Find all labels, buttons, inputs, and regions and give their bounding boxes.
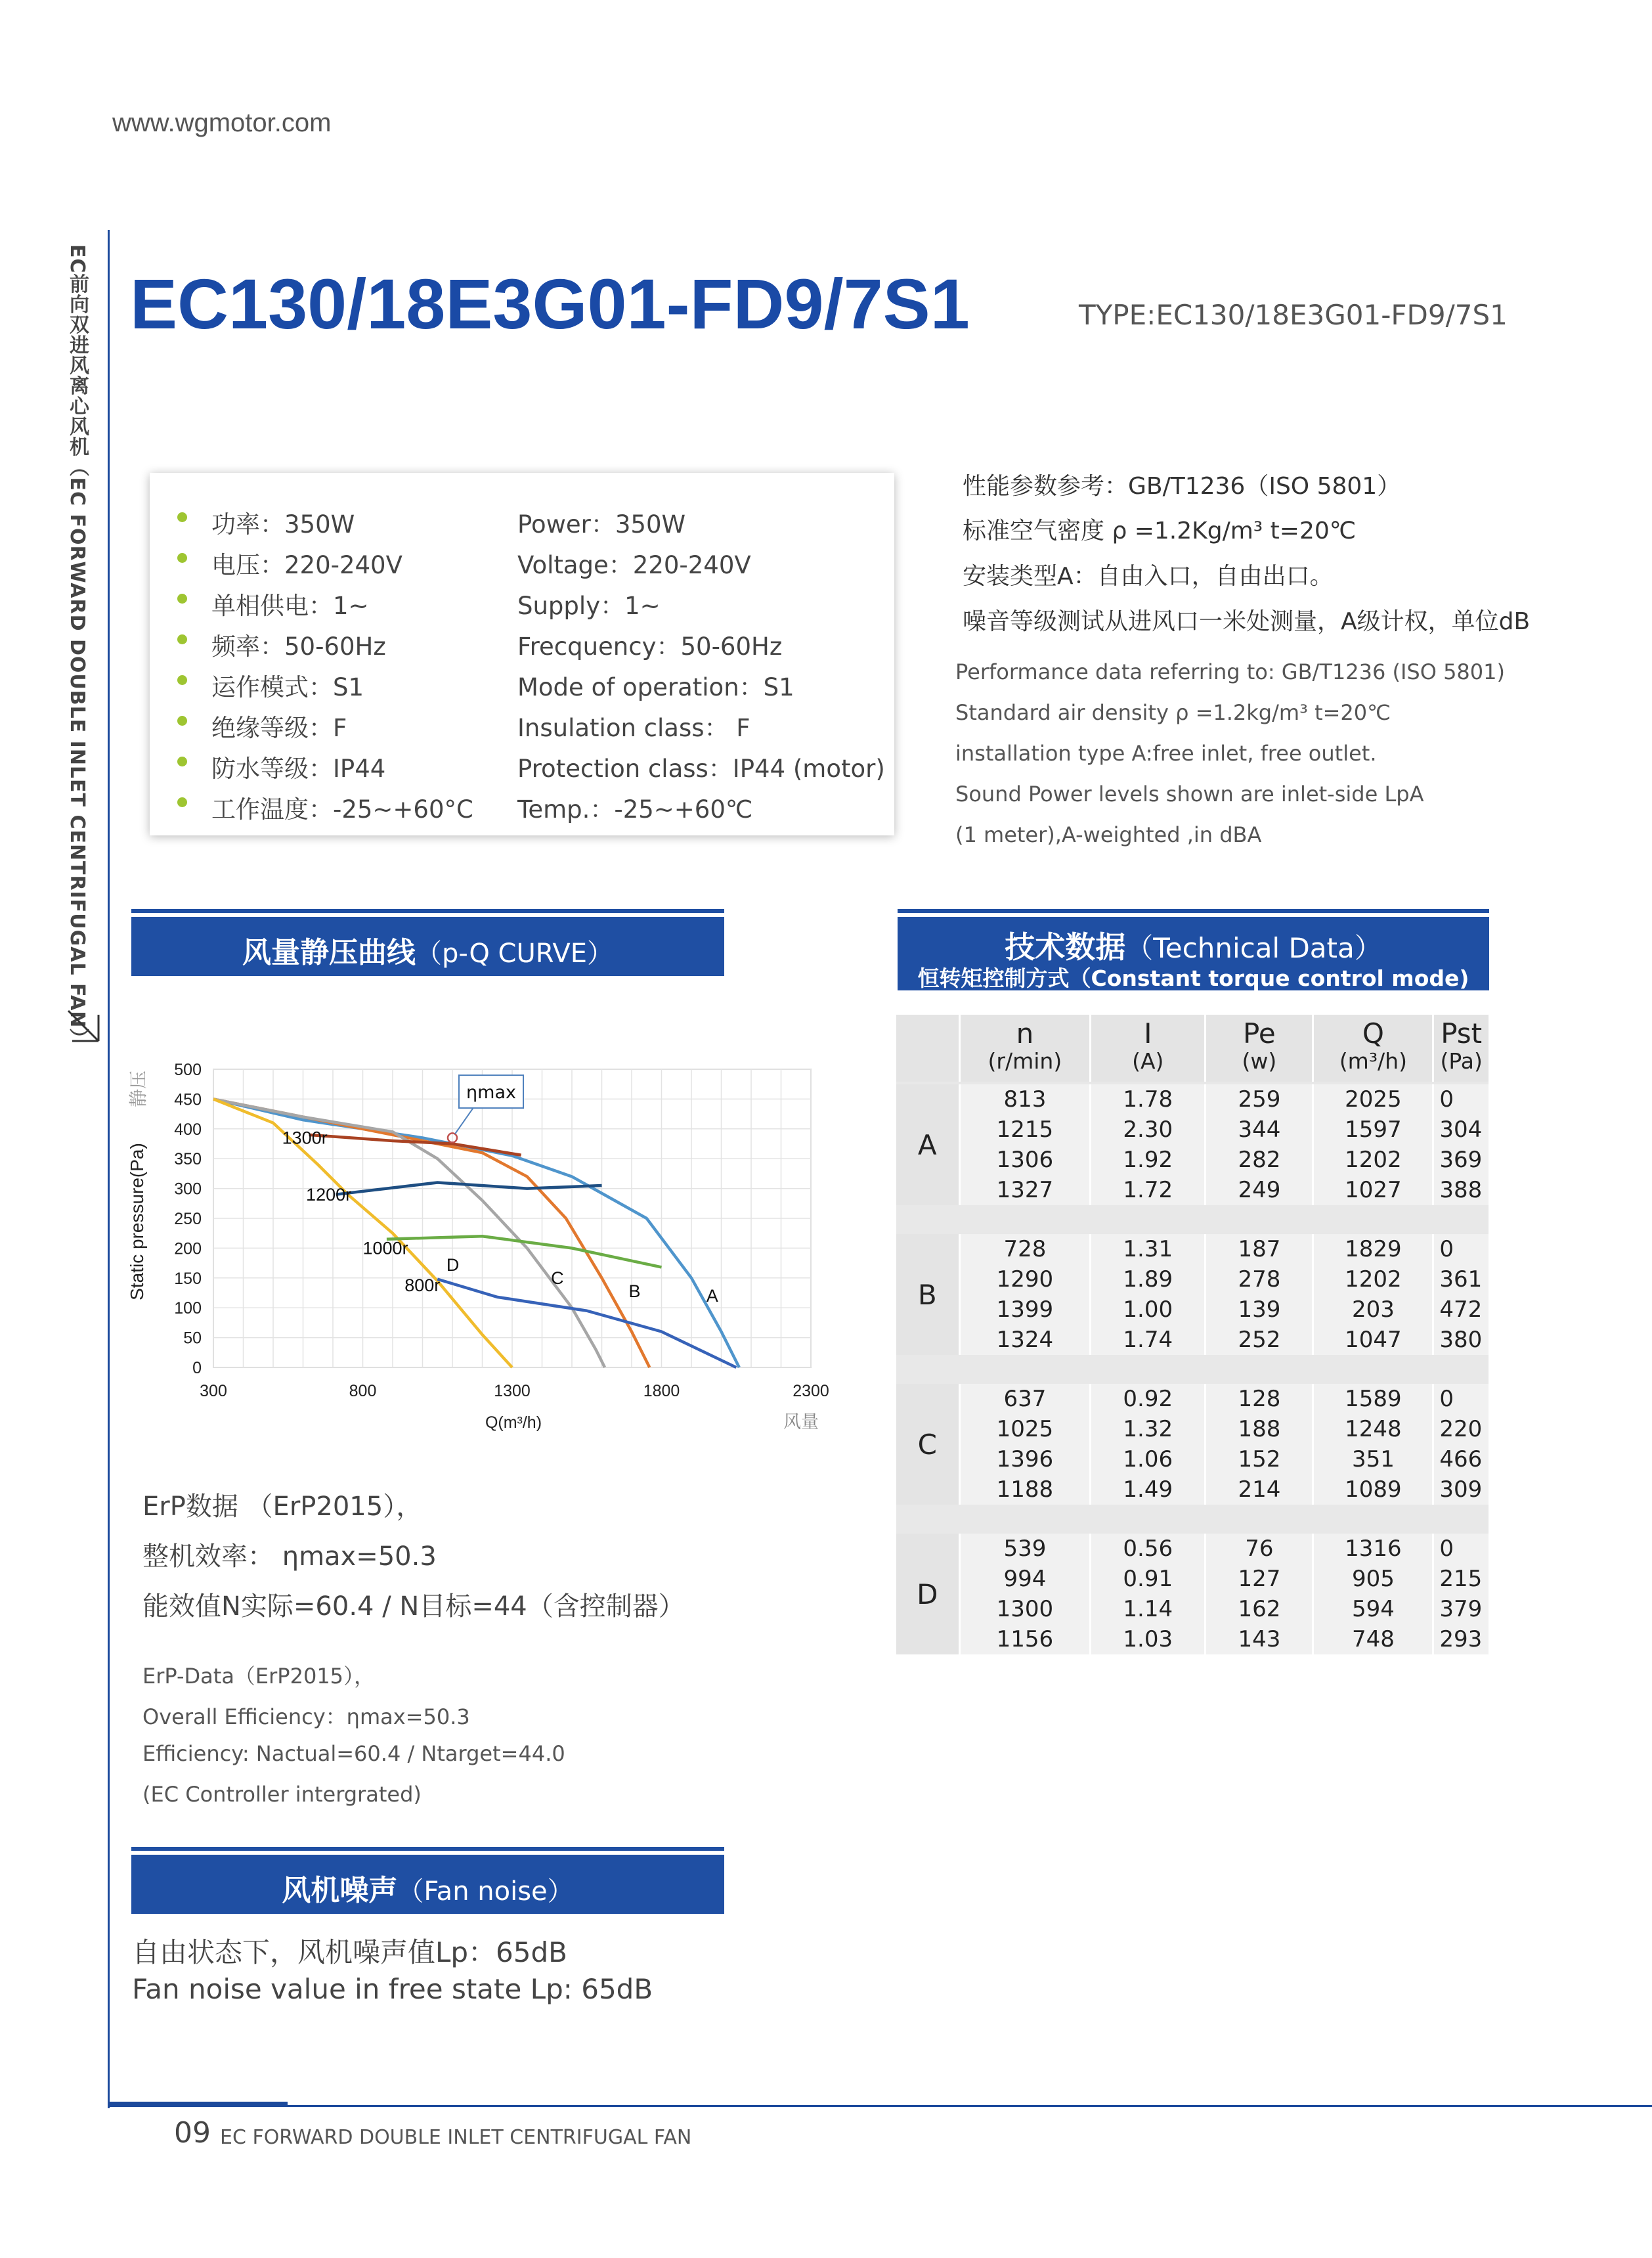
table-cell: 1396	[959, 1444, 1091, 1474]
noise-header	[131, 1855, 724, 1914]
spec-cn: 运作模式：S1	[211, 673, 364, 701]
table-cell: 637	[959, 1384, 1091, 1414]
bullet-icon	[177, 553, 187, 563]
table-cell: 1202	[1313, 1264, 1433, 1295]
table-cell: 380	[1433, 1325, 1489, 1355]
spec-box	[150, 473, 894, 835]
curve-header	[131, 917, 724, 976]
y-tick-label: 150	[174, 1269, 202, 1288]
erp-en-line: Overall Efficiency：ηmax=50.3	[142, 1704, 470, 1729]
table-cell: 1.31	[1091, 1234, 1206, 1264]
spec-en: Protection class：IP44 (motor)	[517, 755, 885, 783]
table-cell: 249	[1206, 1175, 1313, 1205]
y-axis-label-en: Static pressure(Pa)	[127, 1143, 147, 1300]
table-row	[896, 1564, 1489, 1594]
table-cell: 1.32	[1091, 1414, 1206, 1444]
table-cell: 0	[1433, 1234, 1489, 1264]
curve-header-cn: 风量静压曲线	[242, 936, 416, 969]
table-cell: 259	[1206, 1084, 1313, 1115]
spec-cn: 绝缘等级：F	[211, 714, 347, 742]
y-tick-label: 250	[174, 1210, 202, 1228]
y-tick-label: 400	[174, 1120, 202, 1139]
table-cell: 594	[1313, 1594, 1433, 1624]
y-tick-label: 500	[174, 1061, 202, 1079]
table-row	[896, 1145, 1489, 1175]
noise-en: Fan noise value in free state Lp: 65dB	[132, 1973, 653, 2005]
table-cell: 748	[1313, 1624, 1433, 1654]
table-cell: 152	[1206, 1444, 1313, 1474]
table-cell: 0	[1433, 1384, 1489, 1414]
table-cell: 1.03	[1091, 1624, 1206, 1654]
column-name: Pe	[1243, 1017, 1276, 1050]
y-tick-label: 100	[174, 1299, 202, 1318]
column-unit: (r/min)	[988, 1048, 1062, 1074]
footer-text: EC FORWARD DOUBLE INLET CENTRIFUGAL FAN	[220, 2126, 692, 2149]
table-cell: 214	[1206, 1474, 1313, 1505]
table-cell: 0.91	[1091, 1564, 1206, 1594]
table-cell: 2.30	[1091, 1115, 1206, 1145]
table-cell: 1.00	[1091, 1295, 1206, 1325]
bullet-icon	[177, 675, 187, 685]
pq-chart	[118, 1038, 847, 1458]
y-tick-label: 350	[174, 1150, 202, 1169]
bullet-icon	[177, 512, 187, 522]
perf-en-line: Sound Power levels shown are inlet-side LpA	[955, 782, 1424, 807]
table-row	[896, 1115, 1489, 1145]
table-cell: 162	[1206, 1594, 1313, 1624]
table-header-row	[896, 1015, 1489, 1082]
table-cell: 282	[1206, 1145, 1313, 1175]
tech-table	[896, 1015, 1489, 1654]
curve-label: 1300r	[282, 1128, 328, 1148]
y-tick-label: 300	[174, 1180, 202, 1199]
table-row	[896, 1474, 1489, 1505]
perf-en-line: Standard air density ρ =1.2kg/m³ t=20℃	[955, 700, 1391, 725]
spec-cn: 功率：350W	[211, 510, 355, 539]
tech-header-rule	[898, 909, 1489, 913]
erp-en-line: (EC Controller intergrated)	[142, 1782, 422, 1807]
type-label: TYPE:EC130/18E3G01-FD9/7S1	[1079, 299, 1508, 331]
x-tick-label: 300	[200, 1382, 227, 1400]
group-label: C	[896, 1384, 959, 1505]
table-cell: 1399	[959, 1295, 1091, 1325]
table-cell: 1.06	[1091, 1444, 1206, 1474]
product-title: EC130/18E3G01-FD9/7S1	[130, 264, 970, 343]
noise-header-text	[131, 1867, 724, 1909]
table-cell: 143	[1206, 1624, 1313, 1654]
spec-en: Frecquency：50-60Hz	[517, 632, 783, 661]
erp-cn-line: 能效值N实际=60.4 / N目标=44（含控制器）	[142, 1591, 685, 1622]
curve-label: 1000r	[362, 1238, 408, 1258]
table-cell: 1188	[959, 1474, 1091, 1505]
group-label: A	[896, 1084, 959, 1205]
table-cell: 1.92	[1091, 1145, 1206, 1175]
perf-cn-line: 标准空气密度 ρ =1.2Kg/m³ t=20℃	[963, 518, 1357, 544]
erp-en-line: ErP-Data（ErP2015），	[142, 1664, 376, 1689]
table-cell: 1215	[959, 1115, 1091, 1145]
column-unit: (w)	[1242, 1048, 1277, 1074]
table-cell: 1202	[1313, 1145, 1433, 1175]
column-header	[1206, 1015, 1313, 1082]
bullet-icon	[177, 757, 187, 766]
table-cell: 1.14	[1091, 1594, 1206, 1624]
group-spacer-cell	[896, 1355, 1489, 1384]
perf-cn-line: 安装类型A：自由入口，自由出口。	[963, 563, 1334, 590]
table-cell: 1.74	[1091, 1325, 1206, 1355]
table-row	[896, 1084, 1489, 1115]
spec-cn: 工作温度：-25~+60°C	[211, 795, 473, 824]
y-tick-label: 0	[192, 1359, 202, 1377]
y-axis-label-cn: 静压	[127, 1071, 149, 1108]
table-cell: 1.89	[1091, 1264, 1206, 1295]
column-unit: (Pa)	[1440, 1048, 1483, 1074]
table-cell: 369	[1433, 1145, 1489, 1175]
spec-row	[150, 743, 894, 784]
table-row	[896, 1534, 1489, 1564]
column-name: I	[1144, 1017, 1152, 1050]
curve-label: 800r	[404, 1275, 441, 1295]
website-url[interactable]: www.wgmotor.com	[112, 108, 332, 137]
perf-en-line: installation type A:free inlet, free outlet.	[955, 741, 1377, 766]
table-cell: 0	[1433, 1534, 1489, 1564]
eta-max-label: ηmax	[466, 1082, 516, 1103]
noise-cn: 自由状态下，风机噪声值Lp：65dB	[132, 1936, 567, 1968]
table-cell: 1300	[959, 1594, 1091, 1624]
group-spacer	[896, 1205, 1489, 1234]
table-cell: 1.78	[1091, 1084, 1206, 1115]
noise-header-rule	[131, 1847, 724, 1851]
table-row	[896, 1175, 1489, 1205]
curve-label: A	[706, 1286, 718, 1306]
table-cell: 76	[1206, 1534, 1313, 1564]
perf-en-line: Performance data referring to: GB/T1236 (ISO 5801)	[955, 659, 1505, 684]
spec-en: Temp.：-25~+60℃	[517, 795, 753, 824]
perf-cn-line: 性能参数参考：GB/T1236（ISO 5801）	[963, 473, 1401, 500]
x-tick-label: 800	[349, 1382, 377, 1400]
table-cell: 1.49	[1091, 1474, 1206, 1505]
curve-label: C	[551, 1268, 564, 1288]
column-header	[1091, 1015, 1206, 1082]
left-rule	[108, 230, 110, 2108]
table-cell: 351	[1313, 1444, 1433, 1474]
group-spacer	[896, 1355, 1489, 1384]
column-unit: (A)	[1132, 1048, 1164, 1074]
bullet-icon	[177, 634, 187, 644]
tech-header-en: （Technical Data）	[1125, 932, 1382, 964]
table-cell: 1324	[959, 1325, 1091, 1355]
footer-accent	[108, 2102, 288, 2106]
series-line-1000r	[387, 1236, 662, 1267]
table-cell: 187	[1206, 1234, 1313, 1264]
table-cell: 309	[1433, 1474, 1489, 1505]
table-cell: 1829	[1313, 1234, 1433, 1264]
table-cell: 304	[1433, 1115, 1489, 1145]
erp-cn-line: ErP数据 （ErP2015），	[142, 1492, 423, 1522]
table-cell: 1316	[1313, 1534, 1433, 1564]
tech-header-sub: 恒转矩控制方式（Constant torque control mode)	[917, 965, 1469, 991]
bullet-icon	[177, 797, 187, 807]
column-header	[1433, 1015, 1489, 1082]
table-cell: 1.72	[1091, 1175, 1206, 1205]
footer-rule	[108, 2105, 1652, 2107]
table-row	[896, 1594, 1489, 1624]
spec-en: Mode of operation：S1	[517, 673, 794, 701]
bullet-icon	[177, 716, 187, 726]
tech-header	[898, 917, 1489, 990]
table-row	[896, 1384, 1489, 1414]
table-row	[896, 1444, 1489, 1474]
curve-label: 1200r	[306, 1184, 352, 1205]
table-cell: 128	[1206, 1384, 1313, 1414]
x-axis-label-en: Q(m³/h)	[485, 1413, 542, 1432]
curve-label: B	[628, 1281, 641, 1301]
table-cell: 220	[1433, 1414, 1489, 1444]
perf-cn-line: 噪音等级测试从进风口一米处测量，A级计权，单位dB	[963, 608, 1531, 635]
noise-header-en: （Fan noise）	[397, 1876, 574, 1907]
table-row	[896, 1264, 1489, 1295]
arrow-diagonal-icon	[66, 1008, 102, 1045]
spec-en: Supply：1~	[517, 592, 661, 620]
spec-cn: 电压：220-240V	[211, 551, 402, 579]
table-cell: 994	[959, 1564, 1091, 1594]
spec-row	[150, 581, 894, 621]
table-cell: 1327	[959, 1175, 1091, 1205]
spec-en: Insulation class： F	[517, 714, 750, 742]
tech-header-title	[898, 923, 1489, 967]
table-row	[896, 1624, 1489, 1654]
table-cell: 344	[1206, 1115, 1313, 1145]
table-cell: 728	[959, 1234, 1091, 1264]
tech-header-cn: 技术数据	[1005, 929, 1126, 965]
table-cell: 139	[1206, 1295, 1313, 1325]
table-cell: 127	[1206, 1564, 1313, 1594]
y-tick-label: 50	[183, 1329, 202, 1348]
group-label: B	[896, 1234, 959, 1355]
table-cell: 293	[1433, 1624, 1489, 1654]
table-row	[896, 1325, 1489, 1355]
table-cell: 1156	[959, 1624, 1091, 1654]
table-cell: 0	[1433, 1084, 1489, 1115]
table-row	[896, 1234, 1489, 1264]
table-row	[896, 1414, 1489, 1444]
spec-cn: 频率：50-60Hz	[211, 632, 386, 661]
column-name: Q	[1362, 1017, 1384, 1050]
table-cell: 215	[1433, 1564, 1489, 1594]
table-cell: 1290	[959, 1264, 1091, 1295]
spec-row	[150, 662, 894, 703]
table-cell: 2025	[1313, 1084, 1433, 1115]
table-cell: 813	[959, 1084, 1091, 1115]
x-axis-label-cn: 风量	[783, 1412, 819, 1432]
table-cell: 379	[1433, 1594, 1489, 1624]
spec-cn: 防水等级：IP44	[211, 755, 386, 783]
curve-header-rule	[131, 909, 724, 913]
table-cell: 361	[1433, 1264, 1489, 1295]
table-cell: 203	[1313, 1295, 1433, 1325]
spec-en: Power：350W	[517, 510, 686, 539]
curve-header-text	[131, 929, 724, 971]
side-caption: EC前向双进风离心风机（EC FORWARD DOUBLE INLET CENTRIFUGAL FAN）	[66, 244, 89, 1049]
page-number: 09	[174, 2116, 211, 2150]
spec-en: Voltage：220-240V	[517, 551, 751, 579]
group-spacer-cell	[896, 1205, 1489, 1234]
x-tick-label: 2300	[793, 1382, 829, 1400]
spec-row	[150, 499, 894, 540]
table-cell: 905	[1313, 1564, 1433, 1594]
table-cell: 0.56	[1091, 1534, 1206, 1564]
table-cell: 278	[1206, 1264, 1313, 1295]
curve-label: D	[446, 1254, 460, 1275]
column-header	[1313, 1015, 1433, 1082]
bullet-icon	[177, 594, 187, 604]
table-cell: 1027	[1313, 1175, 1433, 1205]
spec-row	[150, 621, 894, 662]
table-cell: 388	[1433, 1175, 1489, 1205]
table-cell: 1248	[1313, 1414, 1433, 1444]
group-spacer-cell	[896, 1505, 1489, 1534]
table-cell: 1047	[1313, 1325, 1433, 1355]
erp-en-line: Efficiency: Nactual=60.4 / Ntarget=44.0	[142, 1741, 565, 1766]
table-cell: 188	[1206, 1414, 1313, 1444]
table-cell: 1025	[959, 1414, 1091, 1444]
curve-header-en: （p-Q CURVE）	[416, 939, 613, 969]
table-cell: 0.92	[1091, 1384, 1206, 1414]
table-corner	[896, 1015, 959, 1082]
table-cell: 466	[1433, 1444, 1489, 1474]
table-row	[896, 1295, 1489, 1325]
x-tick-label: 1800	[643, 1382, 680, 1400]
spec-row	[150, 784, 894, 825]
column-name: Pst	[1441, 1017, 1483, 1050]
spec-row	[150, 540, 894, 581]
y-tick-label: 200	[174, 1239, 202, 1258]
table-cell: 1597	[1313, 1115, 1433, 1145]
spec-row	[150, 703, 894, 743]
noise-header-cn: 风机噪声	[282, 1874, 398, 1907]
spec-cn: 单相供电：1~	[211, 592, 369, 620]
table-cell: 1089	[1313, 1474, 1433, 1505]
column-unit: (m³/h)	[1339, 1048, 1407, 1074]
table-cell: 252	[1206, 1325, 1313, 1355]
group-spacer	[896, 1505, 1489, 1534]
x-tick-label: 1300	[494, 1382, 531, 1400]
table-cell: 472	[1433, 1295, 1489, 1325]
column-header	[959, 1015, 1091, 1082]
y-tick-label: 450	[174, 1090, 202, 1109]
table-cell: 1589	[1313, 1384, 1433, 1414]
table-cell: 1306	[959, 1145, 1091, 1175]
column-name: n	[1016, 1017, 1034, 1050]
erp-cn-line: 整机效率： ηmax=50.3	[142, 1541, 437, 1572]
perf-en-line: (1 meter),A-weighted ,in dBA	[955, 822, 1262, 847]
group-label: D	[896, 1534, 959, 1654]
table-cell: 539	[959, 1534, 1091, 1564]
